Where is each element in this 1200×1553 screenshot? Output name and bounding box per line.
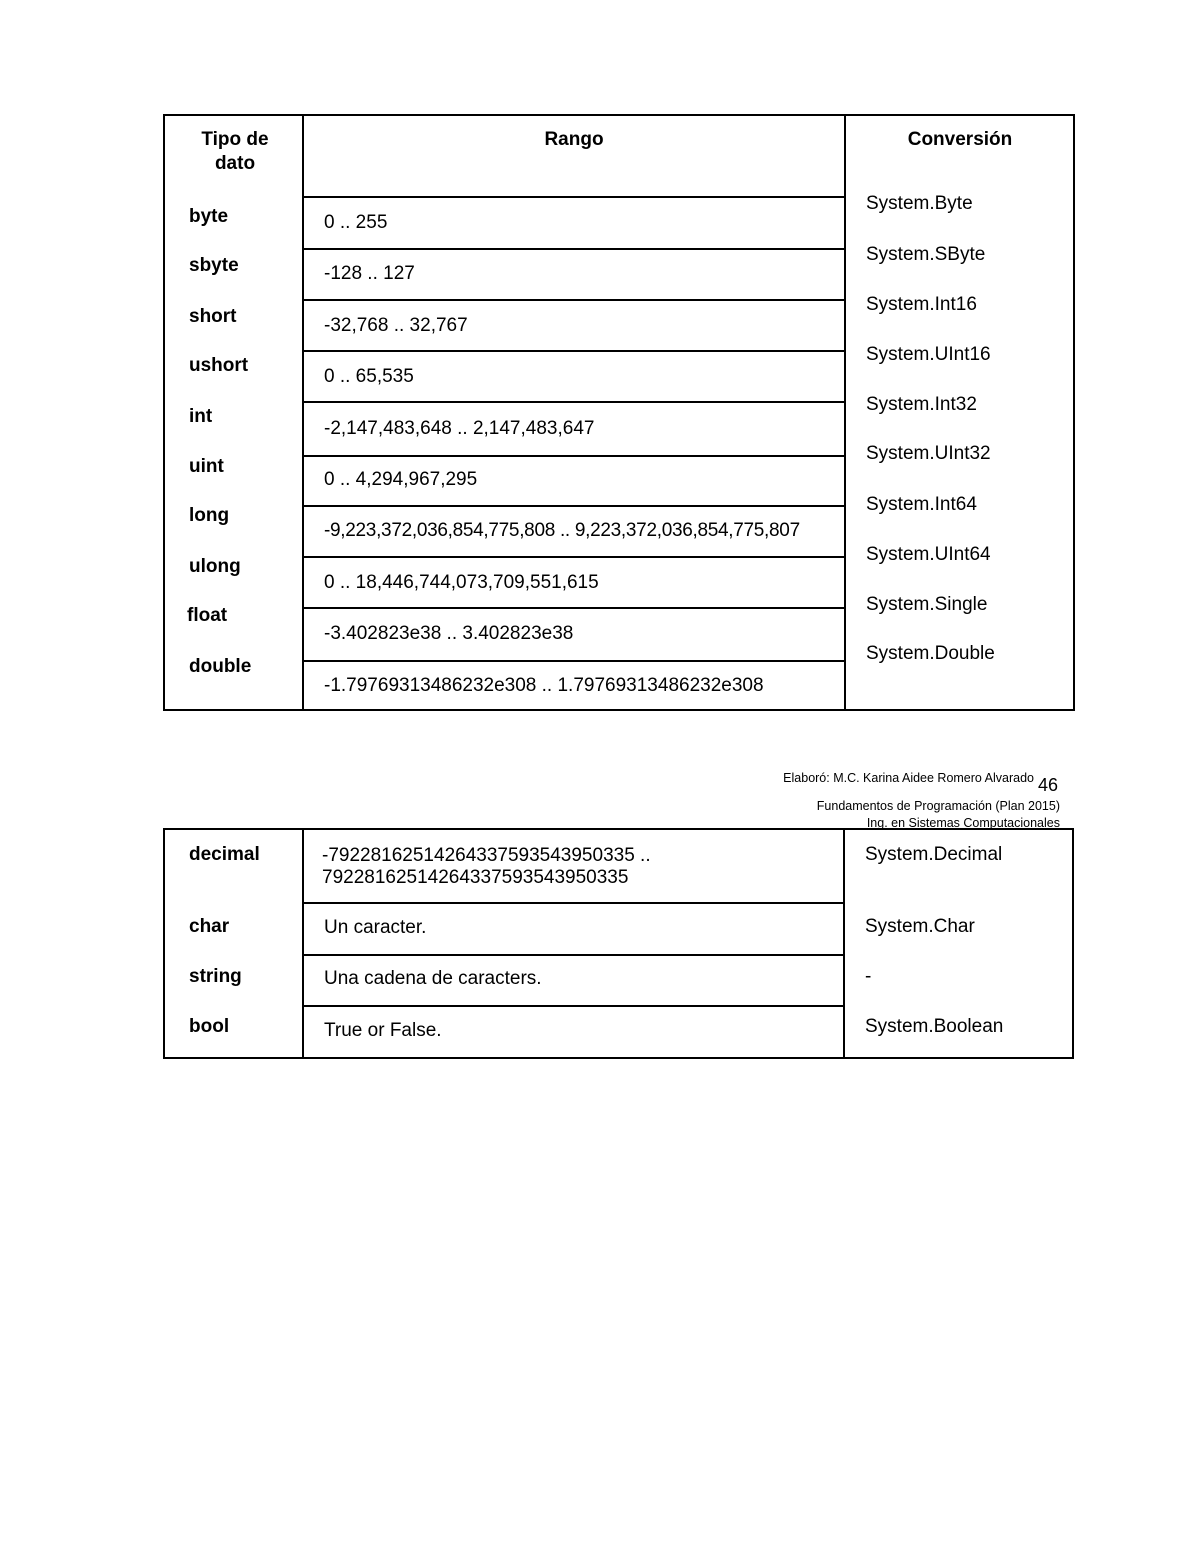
conversion-cell: System.UInt32 (866, 443, 991, 464)
range-cell: Un caracter. (324, 917, 427, 938)
type-uint: uint (189, 456, 224, 477)
header-type: Tipo de dato (201, 129, 269, 174)
footer-course: Fundamentos de Programación (Plan 2015) (816, 799, 1060, 813)
row-separator (302, 248, 846, 250)
range-cell: -128 .. 127 (324, 263, 415, 284)
header-range: Rango (544, 129, 604, 150)
type-ulong: ulong (189, 556, 241, 577)
range-cell: 0 .. 255 (324, 212, 388, 233)
range-cell: 0 .. 65,535 (324, 366, 414, 387)
row-separator (302, 660, 846, 662)
range-cell: -9,223,372,036,854,775,808 .. 9,223,372,036,854,775,807 (324, 520, 800, 541)
conversion-cell: System.UInt16 (866, 344, 991, 365)
row-separator (302, 505, 846, 507)
column-divider (302, 828, 304, 1059)
type-float: float (187, 605, 228, 626)
type-bool: bool (189, 1016, 230, 1037)
type-decimal: decimal (189, 844, 260, 865)
type-double: double (189, 656, 252, 677)
conversion-cell: System.Int32 (866, 394, 977, 415)
footer-program: Ing. en Sistemas Computacionales (866, 816, 1060, 830)
row-separator (302, 954, 845, 956)
conversion-cell: System.Boolean (865, 1016, 1004, 1037)
row-separator (302, 607, 846, 609)
type-long: long (189, 505, 230, 526)
column-divider (843, 828, 845, 1059)
range-cell: 0 .. 4,294,967,295 (324, 469, 478, 490)
conversion-cell: System.Int16 (866, 294, 977, 315)
range-cell: True or False. (324, 1020, 442, 1041)
header-conversion: Conversión (907, 129, 1013, 150)
type-ushort: ushort (189, 355, 249, 376)
row-separator (302, 455, 846, 457)
row-separator (302, 902, 845, 904)
row-separator (302, 401, 846, 403)
type-string: string (189, 966, 242, 987)
range-cell: -32,768 .. 32,767 (324, 315, 468, 336)
conversion-cell: System.SByte (866, 244, 986, 265)
conversion-cell: - (865, 966, 872, 987)
type-char: char (189, 916, 230, 937)
conversion-cell: System.Double (866, 643, 995, 664)
range-cell: -3.402823e38 .. 3.402823e38 (324, 623, 574, 644)
conversion-cell: System.Char (865, 916, 975, 937)
column-divider (302, 114, 304, 711)
range-cell: -1.79769313486232e308 .. 1.79769313486232e308 (324, 675, 764, 696)
row-separator (302, 350, 846, 352)
row-separator (302, 556, 846, 558)
conversion-cell: System.Int64 (866, 494, 977, 515)
footer-author: Elaboró: M.C. Karina Aidee Romero Alvarado (783, 771, 1034, 785)
range-cell: -79228162514264337593543950335 .. (322, 845, 651, 866)
page-number: 46 (1038, 775, 1059, 795)
conversion-cell: System.Byte (866, 193, 973, 214)
row-separator (302, 196, 846, 198)
type-short: short (189, 306, 237, 327)
range-cell: Una cadena de caracters. (324, 968, 542, 989)
row-separator (302, 1005, 845, 1007)
conversion-cell: System.Single (866, 594, 988, 615)
range-cell: -2,147,483,648 .. 2,147,483,647 (324, 418, 595, 439)
row-separator (302, 299, 846, 301)
type-sbyte: sbyte (189, 255, 239, 276)
range-cell: 79228162514264337593543950335 (322, 867, 629, 888)
type-int: int (189, 406, 213, 427)
column-divider (844, 114, 846, 711)
conversion-cell: System.UInt64 (866, 544, 991, 565)
conversion-cell: System.Decimal (865, 844, 1003, 865)
type-byte: byte (189, 206, 229, 227)
range-cell: 0 .. 18,446,744,073,709,551,615 (324, 572, 599, 593)
